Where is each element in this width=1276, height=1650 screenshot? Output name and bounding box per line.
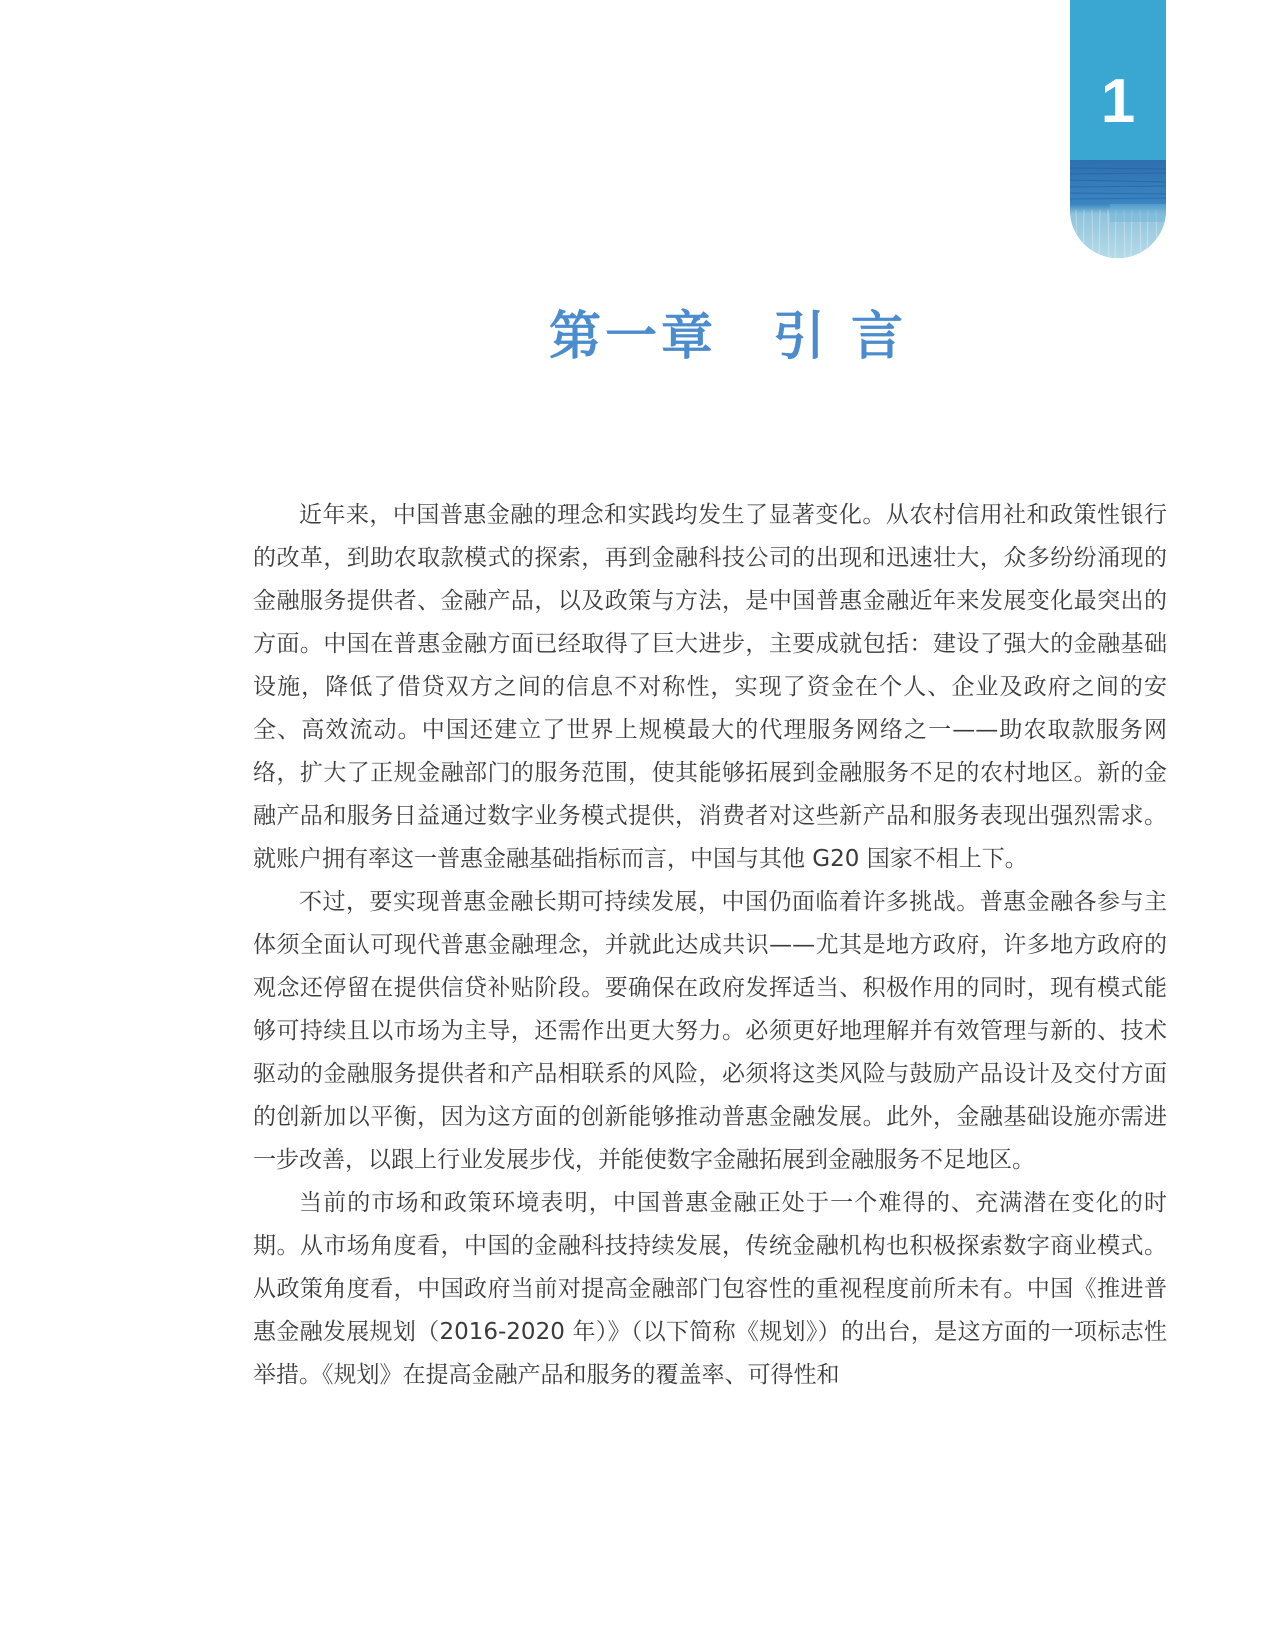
chapter-tab [1070,0,1166,258]
chapter-title-container [0,294,1276,369]
chapter-title: 第一章 引 言 [548,307,908,367]
paragraph: 当前的市场和政策环境表明，中国普惠金融正处于一个难得的、充满潜在变化的时期。从市场角度看，中国的金融科技持续发展，传统金融机构也积极探索数字商业模式。从政策角度看，中国政府当前对提高金融部门包容性的重视程度前所未有。中国《推进普惠金融发展规划（2016-2020 年）》（以下简称《规划》）的出台，是这方面的一项标志性举措。《规划》在提高金融产品和服务的覆盖率、可得性和 [253,1190,1167,1388]
paragraph: 不过，要实现普惠金融长期可持续发展，中国仍面临着许多挑战。普惠金融各参与主体须全面认可现代普惠金融理念，并就此达成共识——尤其是地方政府，许多地方政府的观念还停留在提供信贷补贴阶段。要确保在政府发挥适当、积极作用的同时，现有模式能够可持续且以市场为主导，还需作出更大努力。必须更好地理解并有效管理与新的、技术驱动的金融服务提供者和产品相联系的风险，必须将这类风险与鼓励产品设计及交付方面的创新加以平衡，因为这方面的创新能够推动普惠金融发展。此外，金融基础设施亦需进一步改善，以跟上行业发展步伐，并能使数字金融拓展到金融服务不足地区。 [253,889,1167,1173]
chapter-tab-texture-image [1070,160,1166,258]
body-text [253,494,1167,1397]
chapter-number: 1 [1100,67,1136,136]
paragraph: 近年来，中国普惠金融的理念和实践均发生了显著变化。从农村信用社和政策性银行的改革，到助农取款模式的探索，再到金融科技公司的出现和迅速壮大，众多纷纷涌现的金融服务提供者、金融产品，以及政策与方法，是中国普惠金融近年来发展变化最突出的方面。中国在普惠金融方面已经取得了巨大进步，主要成就包括：建设了强大的金融基础设施，降低了借贷双方之间的信息不对称性，实现了资金在个人、企业及政府之间的安全、高效流动。中国还建立了世界上规模最大的代理服务网络之一——助农取款服务网络，扩大了正规金融部门的服务范围，使其能够拓展到金融服务不足的农村地区。新的金融产品和服务日益通过数字业务模式提供，消费者对这些新产品和服务表现出强烈需求。就账户拥有率这一普惠金融基础指标而言，中国与其他 G20 国家不相上下。 [253,502,1167,872]
